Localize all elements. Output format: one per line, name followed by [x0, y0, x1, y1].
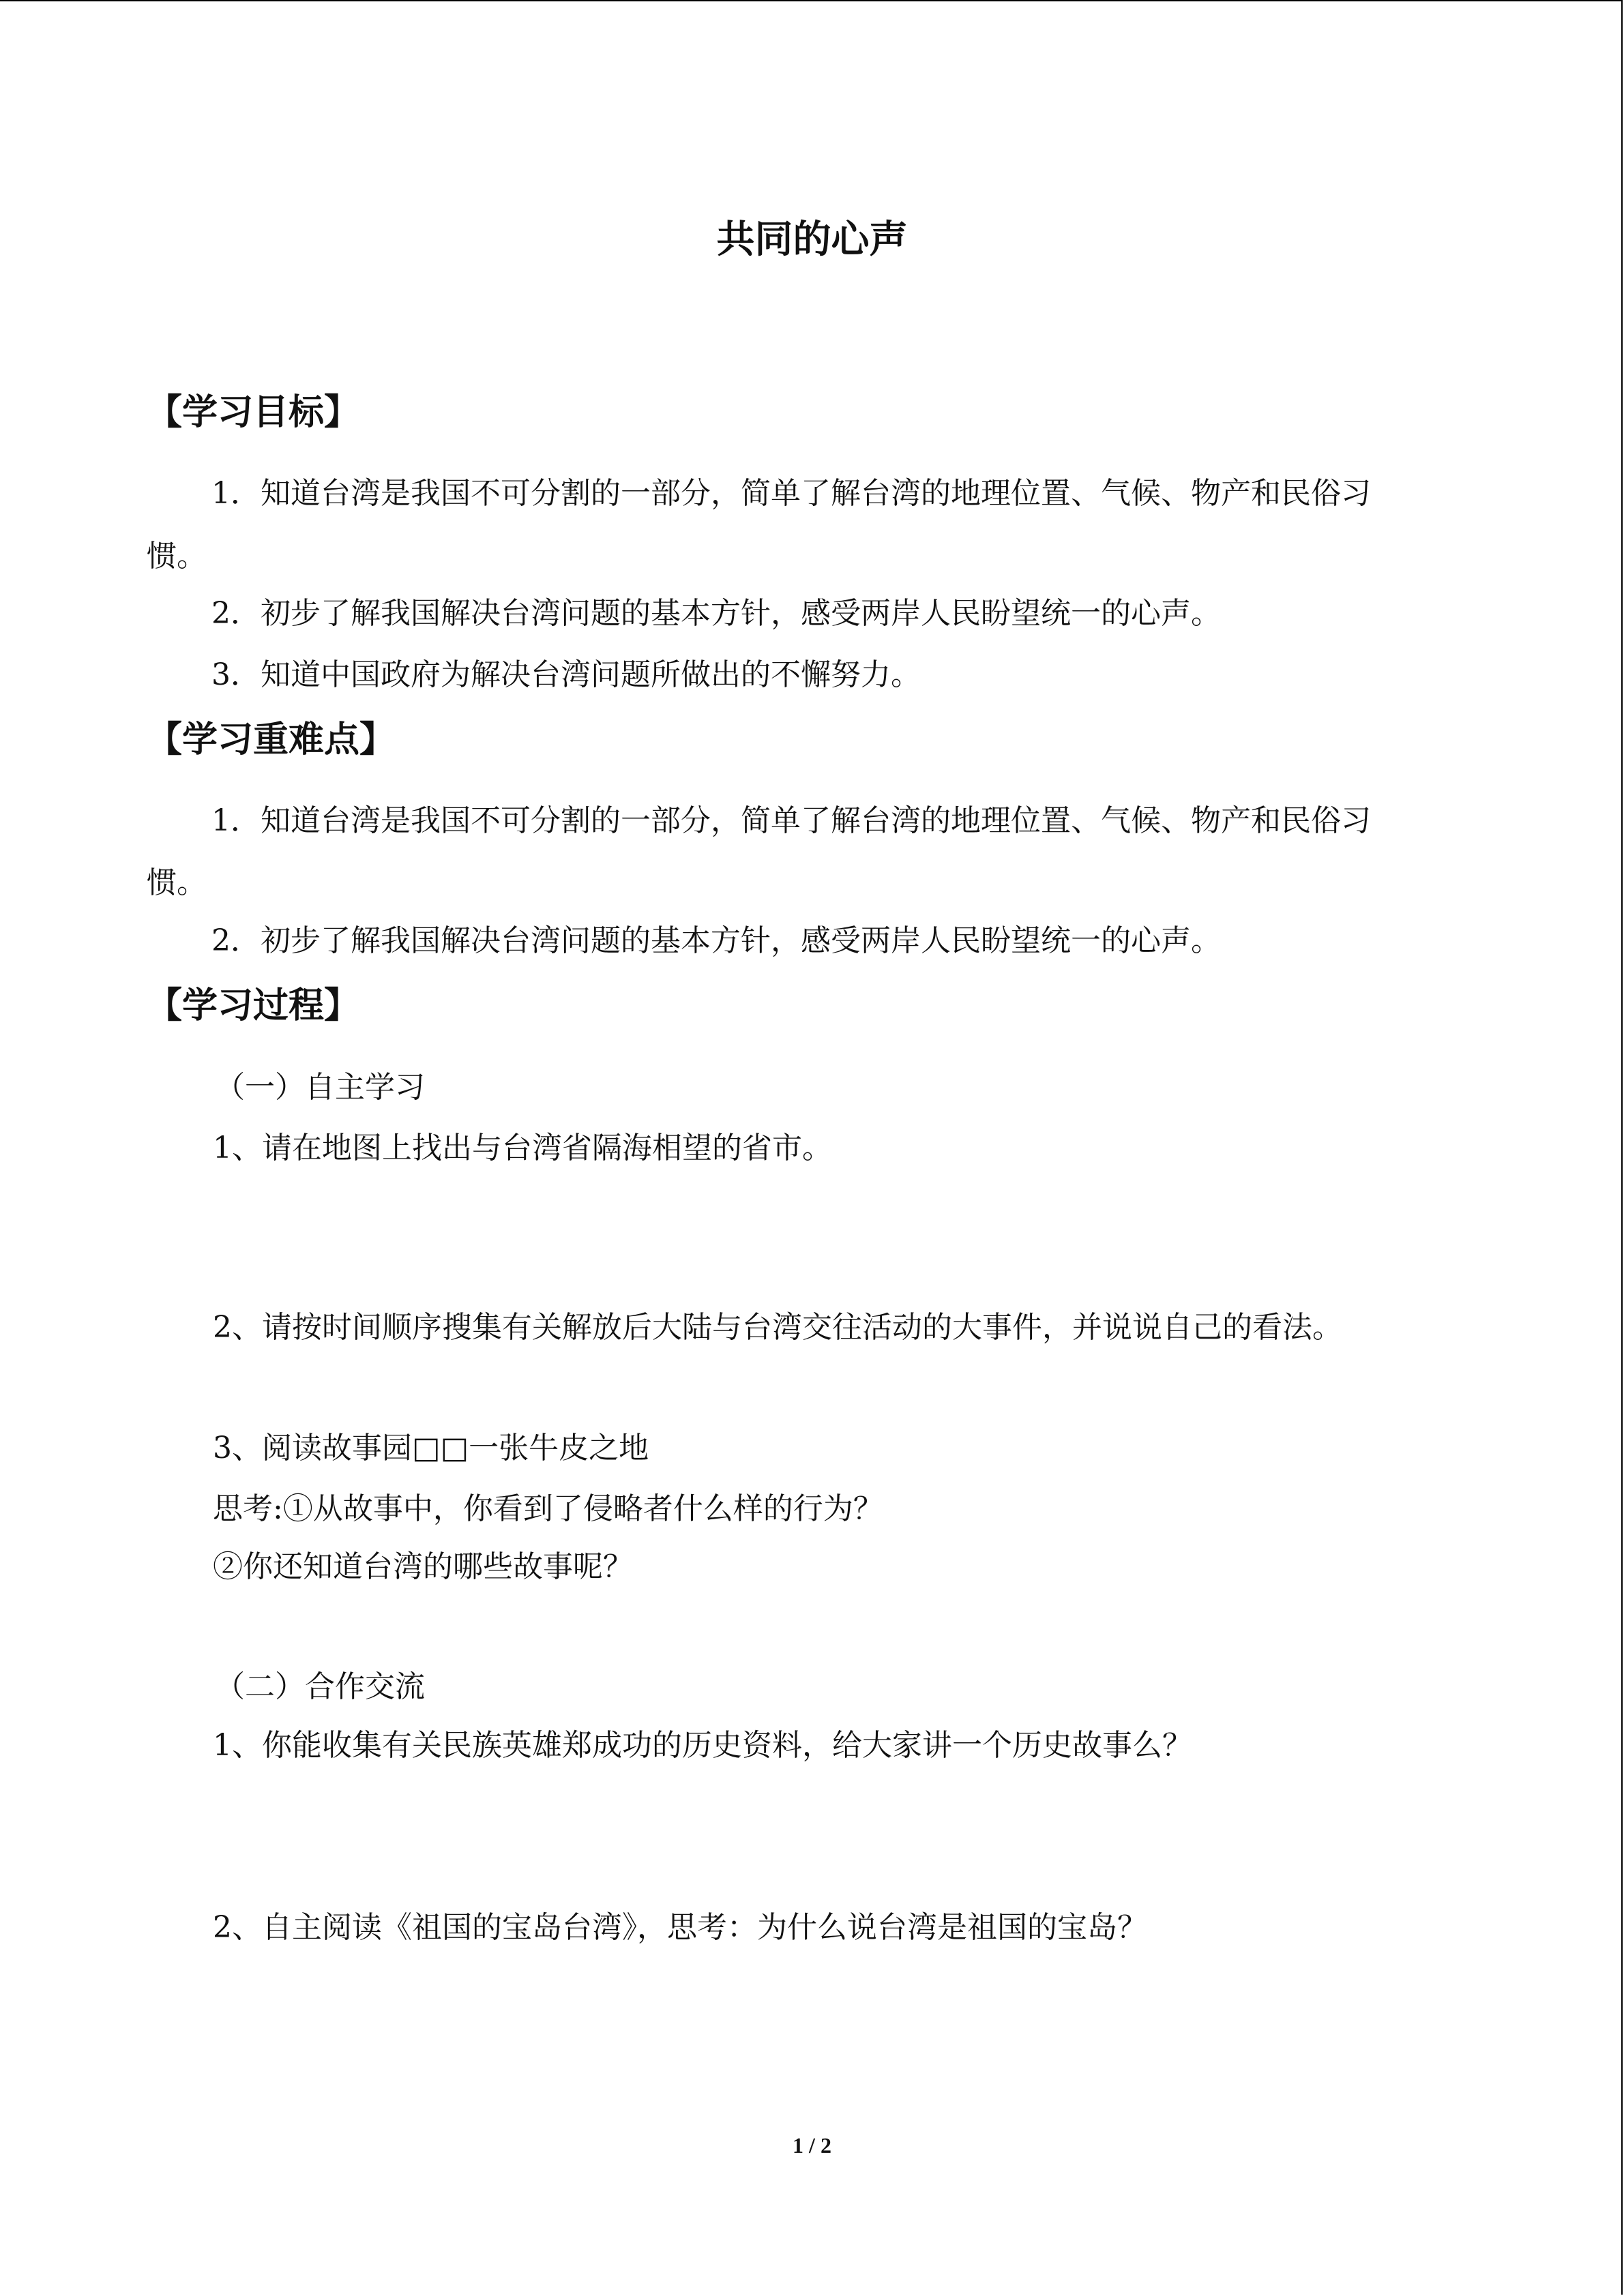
cooperation-q2: 2、自主阅读《祖国的宝岛台湾》，思考：为什么说台湾是祖国的宝岛？ [213, 1910, 1147, 1945]
objective-2: 2．初步了解我国解决台湾问题的基本方针，感受两岸人民盼望统一的心声。 [211, 596, 1221, 631]
self-study-think2: ②你还知道台湾的哪些故事呢？ [213, 1549, 633, 1584]
objective-1-line1: 1．知道台湾是我国不可分割的一部分，简单了解台湾的地理位置、气候、物产和民俗习 [211, 476, 1371, 511]
objective-1-line2: 惯。 [147, 539, 207, 573]
page-number: 1 / 2 [793, 2133, 831, 2158]
key-point-2: 2．初步了解我国解决台湾问题的基本方针，感受两岸人民盼望统一的心声。 [211, 923, 1221, 958]
key-point-1-line1: 1．知道台湾是我国不可分割的一部分，简单了解台湾的地理位置、气候、物产和民俗习 [211, 803, 1371, 838]
key-point-1-line2: 惯。 [147, 865, 207, 900]
self-study-think1: 思考:①从故事中，你看到了侵略者什么样的行为？ [213, 1491, 883, 1526]
cooperation-q1: 1、你能收集有关民族英雄郑成功的历史资料，给大家讲一个历史故事么？ [213, 1728, 1192, 1763]
self-study-q1: 1、请在地图上找出与台湾省隔海相望的省市。 [213, 1131, 832, 1165]
self-study-q3: 3、阅读故事园□□一张牛皮之地 [213, 1431, 649, 1465]
self-study-label: （一）自主学习 [215, 1070, 425, 1105]
self-study-q2: 2、请按时间顺序搜集有关解放后大陆与台湾交往活动的大事件，并说说自己的看法。 [213, 1310, 1342, 1345]
page-title: 共同的心声 [716, 218, 908, 262]
objective-3: 3．知道中国政府为解决台湾问题所做出的不懈努力。 [211, 657, 921, 692]
objectives-heading: 【学习目标】 [147, 392, 360, 433]
key-points-heading: 【学习重难点】 [147, 719, 396, 760]
process-heading: 【学习过程】 [147, 985, 360, 1026]
cooperation-label: （二）合作交流 [215, 1669, 425, 1704]
